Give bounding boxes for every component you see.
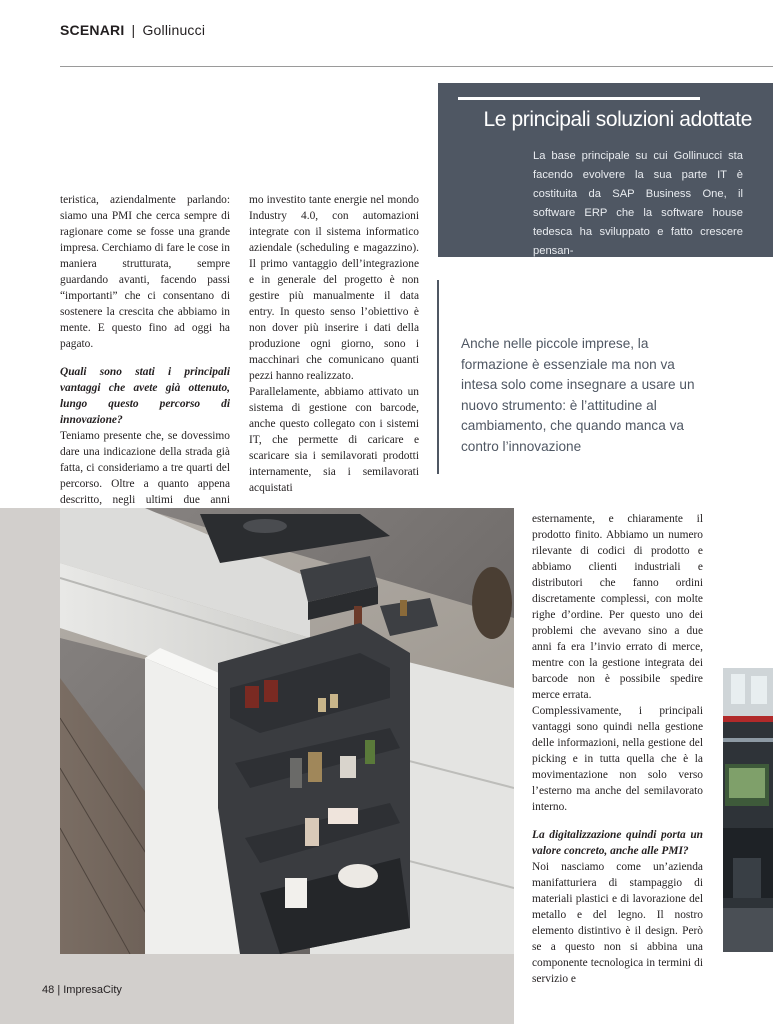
- solutions-box: [438, 83, 773, 257]
- section-name: SCENARI: [60, 22, 125, 38]
- pull-quote: Anche nelle piccole imprese, la formazione è essenziale ma non va intesa solo come insegnare a usare un nuovo strumento: è l’attitudine al cambiamento, che quando manca va contro l’innovazione: [461, 336, 695, 454]
- page-header: [60, 22, 205, 38]
- box-rule: [458, 97, 700, 100]
- article-column-3: [532, 511, 703, 987]
- workshop-image: [723, 668, 773, 952]
- page-number: 48: [42, 984, 55, 996]
- paragraph: teristica, aziendalmente parlando: siamo una PMI che cerca sempre di ragionare come se fosse una grande impresa. Cerchiamo di fare le cose in maniera strutturata, sempre guardando avanti, facendo passi “importanti” che ci consentano di sostenere la crescita che abbiamo in mente. E questo fino ad oggi ha pagato.: [60, 194, 230, 350]
- box-title: Le principali soluzioni adottate: [483, 108, 752, 131]
- box-text: La base principale su cui Gollinucci sta facendo evolvere la sua parte IT è costituita da SAP Business One, il software ERP che la software house tedesca ha sviluppato e fatto crescere pensan-: [533, 150, 743, 257]
- header-separator: |: [131, 22, 136, 38]
- header-rule: [60, 66, 773, 67]
- kitchen-drawer-image: [60, 508, 514, 954]
- page-footer: [42, 984, 122, 996]
- paragraph: esternamente, e chiaramente il prodotto finito. Abbiamo un numero rilevante di codici di prodotto e abbiamo clienti industriali e distributori che fanno ordini discretamente complessi, con molte righe d’ordine. Per questo uno dei problemi che avevano sino a due anni fa era l’invio errato di merce, mentre con la gestione integrata dei barcode non è possibile spedire merce errata.: [532, 513, 703, 701]
- pull-quote-divider: [437, 280, 439, 474]
- article-column-2: [249, 192, 419, 496]
- paragraph: Complessivamente, i principali vantaggi sono quindi nella gestione delle informazioni, nella gestione del picking e in tutta quella che è la movimentazione non solo verso l’esterno ma anche del semilavorato interno.: [532, 705, 703, 813]
- paragraph: Noi nasciamo come un’azienda manifatturiera di stampaggio di materiali plastici e di lavorazione del metallo e del legno. Il nostro elemento distintivo è il design. Però se a questo non si abbina una componente tecnologica in termini di servizio e: [532, 861, 703, 985]
- kitchen-photo: [60, 508, 514, 954]
- paragraph: Teniamo presente che, se dovessimo dare una indicazione della strada già fatta, ci consideriamo a tre quarti del percorso. Oltre a quanto appena descritto, negli ultimi due anni: [60, 430, 230, 506]
- paragraph: mo investito tante energie nel mondo Industry 4.0, con automazioni integrate con il sistema informatico aziendale (scheduling e magazzino). Il primo vantaggio dell’integrazione e in generale del progetto è non gestire più manualmente il data entry. In questo senso l’obiettivo è non dover più inserire i dati della produzione ogni giorno, sono i macchinari che comunicano quanti pezzi hanno realizzato.: [249, 194, 419, 382]
- interview-question: Quali sono stati i principali vantaggi che avete già ottenuto, lungo questo percorso di innovazione?: [60, 366, 230, 426]
- paragraph-gap: [532, 815, 703, 827]
- magazine-name: ImpresaCity: [63, 984, 122, 996]
- footer-separator: |: [57, 984, 61, 996]
- interview-question: La digitalizzazione quindi porta un valore concreto, anche alle PMI?: [532, 829, 703, 857]
- article-column-1: [60, 192, 230, 524]
- workshop-photo: [723, 668, 773, 952]
- company-name: Gollinucci: [142, 22, 206, 38]
- paragraph: Parallelamente, abbiamo attivato un sistema di gestione con barcode, anche questo collegato con i sistemi IT, che permette di caricare e scaricare sia i semilavorati prodotti internamente, sia i semilavorati acquistati: [249, 386, 419, 494]
- paragraph-gap: [60, 352, 230, 364]
